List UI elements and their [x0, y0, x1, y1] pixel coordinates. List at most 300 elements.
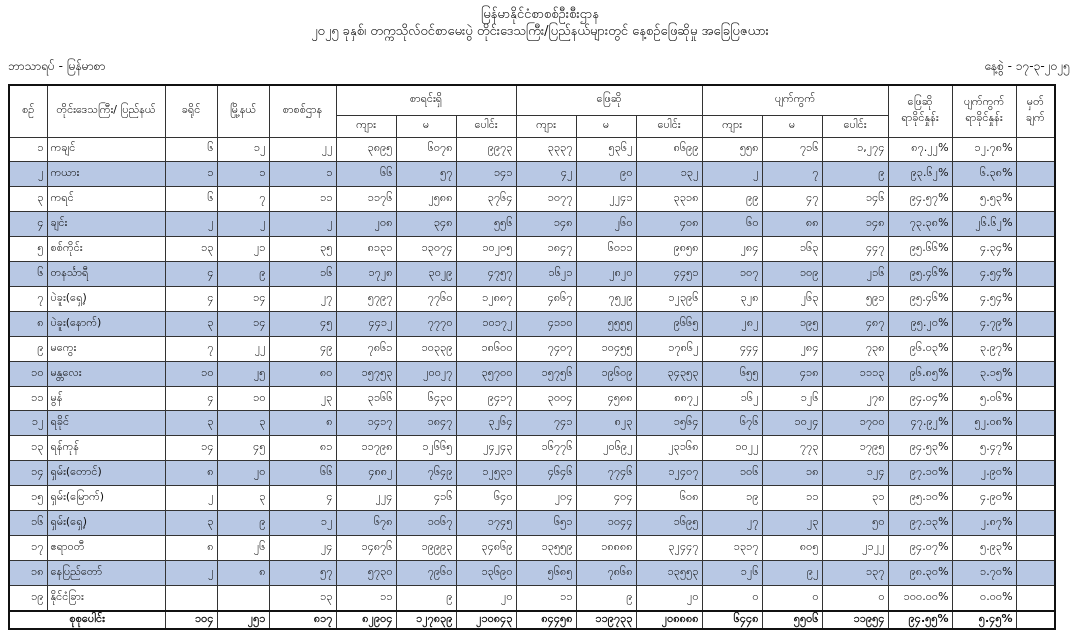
- cell: ၁,၂၇၄: [822, 137, 888, 162]
- cell: ၃.၁၅%: [952, 361, 1016, 386]
- cell: ၄: [165, 286, 217, 311]
- cell: ၄၁၁၀: [516, 311, 576, 336]
- region-name-cell: ပဲခူး(ရှေ့): [47, 286, 165, 311]
- cell: ၁၀၄၄: [576, 511, 636, 536]
- cell: ၂.၈၇%: [952, 511, 1016, 536]
- table-row: [9, 411, 1055, 436]
- cell: ၂၁: [217, 237, 269, 262]
- cell: ၁၂: [269, 511, 336, 536]
- region-name-cell: တနင်္သာရီ: [47, 262, 165, 287]
- cell: ၁၀၆: [702, 461, 762, 486]
- cell: ၃: [165, 311, 217, 336]
- cell: ၁၇၄၅: [456, 511, 516, 536]
- col-district: ခရိုင်: [165, 85, 217, 137]
- cell: [1016, 286, 1055, 311]
- cell: ၇၁၆: [762, 137, 822, 162]
- cell: ၂၀၀၂၇: [396, 361, 456, 386]
- cell: ၉: [576, 585, 636, 611]
- cell: ၇၆၄၉: [396, 461, 456, 486]
- cell: ၁၂: [217, 137, 269, 162]
- cell: ၃၂၆၄: [456, 411, 516, 436]
- cell: ၃: [217, 411, 269, 436]
- cell: [1016, 361, 1055, 386]
- cell: ၆၄၃၀: [396, 386, 456, 411]
- cell: ၂၈၂: [702, 311, 762, 336]
- cell: ၁၀၃၃၉: [396, 336, 456, 361]
- cell: ၄.၇၉%: [952, 311, 1016, 336]
- cell: ၁၇၈၆၂: [636, 336, 702, 361]
- cell: ၁၄: [217, 286, 269, 311]
- cell: ၂၈၄: [762, 336, 822, 361]
- table-row: [9, 486, 1055, 511]
- cell: ၂၈၂၀: [576, 262, 636, 287]
- cell: ၉၅.၄၆%: [888, 262, 952, 287]
- cell: ၂: [165, 560, 217, 585]
- cell: ၁၁: [516, 585, 576, 611]
- cell: ၉၈၅၈: [636, 237, 702, 262]
- cell: ၉၆၆၅: [636, 311, 702, 336]
- cell: ၉: [217, 511, 269, 536]
- cell: ၉: [822, 162, 888, 187]
- region-name-cell: ရှမ်း(ရှေ့): [47, 511, 165, 536]
- cell: ၅၅၅၅: [576, 311, 636, 336]
- cell: ၁၁၁၃: [822, 361, 888, 386]
- cell: ၉၇.၁၀%: [888, 461, 952, 486]
- cell: ၁၂၅၃၁: [456, 461, 516, 486]
- col-region: တိုင်းဒေသကြီး/ ပြည်နယ်: [47, 85, 165, 137]
- cell: ၉: [396, 585, 456, 611]
- col-abs-total: ပေါင်း: [822, 115, 888, 137]
- region-name-cell: စစ်ကိုင်း: [47, 237, 165, 262]
- cell: ၃၅: [269, 237, 336, 262]
- cell: ၂၇: [702, 511, 762, 536]
- cell: ၂၃: [762, 511, 822, 536]
- cell: ၈၈: [762, 212, 822, 237]
- row-number-cell: ၇: [9, 286, 47, 311]
- page-header: [0, 0, 1080, 40]
- cell: ၈: [217, 560, 269, 585]
- cell: ၇၇၇၀: [396, 311, 456, 336]
- cell: ၁၃၆၉၀: [456, 560, 516, 585]
- cell: ၂၁၀၈၄၃: [456, 611, 516, 629]
- cell: ၁၆၂၁: [516, 262, 576, 287]
- cell: ၉၆.၀၃%: [888, 336, 952, 361]
- cell: ၂၀၄: [516, 486, 576, 511]
- cell: ၉၀: [576, 162, 636, 187]
- cell: ၄၈၈၂: [336, 461, 396, 486]
- cell: ၃: [217, 486, 269, 511]
- cell: ၇၄၀၇: [516, 336, 576, 361]
- cell: ၁၃၇: [822, 560, 888, 585]
- cell: ၆၀: [702, 212, 762, 237]
- cell: ၁၀၂၄: [762, 411, 822, 436]
- cell: ၁၁: [762, 486, 822, 511]
- cell: ၀: [822, 585, 888, 611]
- cell: ၅၀: [822, 511, 888, 536]
- row-number-cell: ၁၃: [9, 436, 47, 461]
- cell: ၉၉: [702, 187, 762, 212]
- cell: ၉၅.၁၀%: [888, 486, 952, 511]
- cell: ၁၃၀၇၄: [396, 237, 456, 262]
- cell: ၂.၉၀%: [952, 461, 1016, 486]
- cell: ၅၇၃၀: [336, 560, 396, 585]
- cell: ၈: [165, 536, 217, 561]
- cell: [165, 585, 217, 611]
- col-reg-female: မ: [396, 115, 456, 137]
- region-name-cell: မွန်: [47, 386, 165, 411]
- col-attend-pct: ဖြေဆို ရာခိုင်နှုန်း: [888, 85, 952, 137]
- region-name-cell: ကရင်: [47, 187, 165, 212]
- cell: ၆၀၈: [636, 486, 702, 511]
- cell: [1016, 237, 1055, 262]
- cell: ၃၇၆၄: [456, 187, 516, 212]
- cell: ၇: [165, 336, 217, 361]
- row-number-cell: ၁၂: [9, 411, 47, 436]
- cell: ၁၀၂၂: [702, 436, 762, 461]
- cell: ၈၁၇: [269, 611, 336, 629]
- row-number-cell: ၈: [9, 311, 47, 336]
- cell: ၁၂၆: [762, 386, 822, 411]
- cell: ၄၀၄: [576, 486, 636, 511]
- row-number-cell: ၁: [9, 137, 47, 162]
- cell: [217, 585, 269, 611]
- cell: ၂: [702, 162, 762, 187]
- cell: ၁၂၃၉၆: [636, 286, 702, 311]
- cell: ၅.၄၇%: [952, 436, 1016, 461]
- subject-label: ဘာသာရပ် - မြန်မာစာ: [8, 59, 106, 73]
- region-name-cell: မန္တလေး: [47, 361, 165, 386]
- cell: ၁၄: [165, 436, 217, 461]
- cell: ၈: [269, 411, 336, 436]
- cell: ၁၀၄၅၅: [576, 336, 636, 361]
- cell: ၁၈၆၀၀: [456, 336, 516, 361]
- table-row: [9, 585, 1055, 611]
- cell: ၁၃၂: [636, 162, 702, 187]
- row-number-cell: ၅: [9, 237, 47, 262]
- col-absent: ပျက်ကွက်: [702, 85, 888, 115]
- totals-row: [9, 611, 1055, 629]
- cell: ၂: [269, 212, 336, 237]
- table-row: [9, 336, 1055, 361]
- row-number-cell: ၁၉: [9, 585, 47, 611]
- cell: ၂၆: [217, 536, 269, 561]
- cell: ၉၆.၈၅%: [888, 361, 952, 386]
- cell: [1016, 611, 1055, 629]
- cell: ၁၄၆: [822, 187, 888, 212]
- cell: ၆၄၄၈: [702, 611, 762, 629]
- cell: ၈၇.၂၂%: [888, 137, 952, 162]
- col-township: မြို့နယ်: [217, 85, 269, 137]
- row-number-cell: ၁၈: [9, 560, 47, 585]
- cell: ၅.၉၃%: [952, 536, 1016, 561]
- cell: ၇၉၆၀: [396, 560, 456, 585]
- table-row: [9, 311, 1055, 336]
- cell: ၃၁၆၆: [336, 386, 396, 411]
- cell: ၄၈၆၇: [516, 286, 576, 311]
- col-reg-total: ပေါင်း: [456, 115, 516, 137]
- cell: ၄.၉၀%: [952, 486, 1016, 511]
- cell: ၁၁: [269, 187, 336, 212]
- cell: ၄.၅၄%: [952, 286, 1016, 311]
- report-date: နေ့စွဲ - ၁၇-၃-၂၀၂၅: [984, 59, 1070, 73]
- cell: ၆၅၅: [702, 361, 762, 386]
- cell: ၉၈.၃၀%: [888, 560, 952, 585]
- cell: ၁၄၈: [516, 212, 576, 237]
- table-row: [9, 511, 1055, 536]
- cell: ၉၄.၀၇%: [888, 536, 952, 561]
- region-name-cell: နေပြည်တော်: [47, 560, 165, 585]
- cell: ၁၄၁၇: [336, 411, 396, 436]
- cell: ၈၁၃၁: [336, 237, 396, 262]
- region-name-cell: ရခိုင်: [47, 411, 165, 436]
- cell: ၁: [165, 162, 217, 187]
- cell: ၇၄၁: [516, 411, 576, 436]
- cell: ၉၄.၅၇%: [888, 187, 952, 212]
- cell: ၆၄၀: [456, 486, 516, 511]
- cell: ၂၆၀: [576, 212, 636, 237]
- cell: ၆: [165, 187, 217, 212]
- cell: ၂: [165, 212, 217, 237]
- cell: [1016, 436, 1055, 461]
- cell: ၇၈၆၁: [336, 336, 396, 361]
- cell: ၈၀၅: [762, 536, 822, 561]
- cell: ၅၅၈: [702, 137, 762, 162]
- cell: ၆.၃၈%: [952, 162, 1016, 187]
- table-row: [9, 212, 1055, 237]
- cell: ၇၇၆၀: [396, 286, 456, 311]
- cell: ၁၁၇၆: [336, 187, 396, 212]
- cell: ၁၅၇၅၆: [516, 361, 576, 386]
- cell: ၁၅၆၄: [636, 411, 702, 436]
- cell: ၁၆၉၅: [636, 511, 702, 536]
- col-remark: မှတ် ချက်: [1016, 85, 1055, 137]
- table-row: [9, 560, 1055, 585]
- cell: ၁၆၇၇၆: [516, 436, 576, 461]
- cell: ၉၂: [762, 560, 822, 585]
- cell: ၂၀: [456, 585, 516, 611]
- cell: ၄: [165, 386, 217, 411]
- cell: ၁၁: [336, 585, 396, 611]
- subheader-row: [8, 58, 1070, 76]
- cell: ၁၂၈၈၇: [456, 286, 516, 311]
- cell: ၉၄၁၇: [456, 386, 516, 411]
- cell: ၄၆၄၆: [516, 461, 576, 486]
- cell: ၃၅၇၀၀: [456, 361, 516, 386]
- cell: ၃၄၃၅၃: [636, 361, 702, 386]
- cell: ၅၆၈၅: [516, 560, 576, 585]
- region-name-cell: ရှမ်း(တောင်): [47, 461, 165, 486]
- cell: ၆၇၈: [336, 511, 396, 536]
- cell: ၇၈၆၈: [576, 560, 636, 585]
- cell: ၂၂: [269, 137, 336, 162]
- cell: ၉: [217, 262, 269, 287]
- cell: ၄၅၈၈: [576, 386, 636, 411]
- cell: ၁၉: [702, 486, 762, 511]
- col-no: စဉ်: [9, 85, 47, 137]
- row-number-cell: ၄: [9, 212, 47, 237]
- table-row: [9, 162, 1055, 187]
- col-abs-male: ကျား: [702, 115, 762, 137]
- region-name-cell: ဧရာဝတီ: [47, 536, 165, 561]
- cell: ၈၄၄၅၈: [516, 611, 576, 629]
- cell: ၉၇.၁၃%: [888, 511, 952, 536]
- cell: [1016, 411, 1055, 436]
- cell: ၅၇: [269, 560, 336, 585]
- table-row: [9, 286, 1055, 311]
- cell: ၉၃.၆၂%: [888, 162, 952, 187]
- cell: ၁၇၀၀: [822, 411, 888, 436]
- col-att-female: မ: [576, 115, 636, 137]
- cell: ၄: [165, 262, 217, 287]
- cell: ၂၇: [269, 286, 336, 311]
- cell: ၉၅.၄၆%: [888, 286, 952, 311]
- col-center: စာစစ်ဌာန: [269, 85, 336, 137]
- cell: ၂၂: [217, 336, 269, 361]
- cell: ၇: [217, 187, 269, 212]
- cell: ၁၉၉၉၃: [396, 536, 456, 561]
- cell: ၈၀: [269, 361, 336, 386]
- cell: ၃၈၉၅: [336, 137, 396, 162]
- cell: ၆၆: [336, 162, 396, 187]
- org-title: မြန်မာနိုင်ငံစာစစ်ဦးစီးဌာန: [481, 7, 599, 22]
- cell: ၂၇၈: [822, 386, 888, 411]
- cell: ၂၀၈၈၈၈: [636, 611, 702, 629]
- col-att-male: ကျား: [516, 115, 576, 137]
- cell: ၃၂၈: [702, 286, 762, 311]
- cell: ၁၄: [217, 311, 269, 336]
- cell: [1016, 536, 1055, 561]
- cell: ၁၀၄: [165, 611, 217, 629]
- cell: ၆၇၆: [702, 411, 762, 436]
- cell: ၁၄၈: [822, 212, 888, 237]
- cell: ၂၀: [217, 461, 269, 486]
- cell: ၁၀၆၇: [396, 511, 456, 536]
- table-row: [9, 187, 1055, 212]
- cell: ၆၅၁: [516, 511, 576, 536]
- table-row: [9, 436, 1055, 461]
- cell: ၁၀၁၇၂: [456, 311, 516, 336]
- region-name-cell: မကွေး: [47, 336, 165, 361]
- cell: ၁၈: [762, 461, 822, 486]
- cell: ၂၀: [636, 585, 702, 611]
- cell: ၇၃၈: [822, 336, 888, 361]
- cell: ၁: [217, 162, 269, 187]
- cell: ၄၄၄: [702, 336, 762, 361]
- cell: [1016, 137, 1055, 162]
- cell: [1016, 187, 1055, 212]
- cell: ၅.၀၆%: [952, 386, 1016, 411]
- cell: ၄၇: [762, 187, 822, 212]
- cell: ၁: [269, 162, 336, 187]
- cell: ၇၇၄၆: [576, 461, 636, 486]
- cell: ၄၇.၉၂%: [888, 411, 952, 436]
- cell: ၁၆: [269, 262, 336, 287]
- cell: ၁၃၅၅၃: [636, 560, 702, 585]
- cell: ၄: [269, 486, 336, 511]
- cell: ၁၀၇: [702, 262, 762, 287]
- cell: ၆၆: [269, 461, 336, 486]
- cell: ၉၅.၆၆%: [888, 237, 952, 262]
- cell: ၄၈၇: [822, 311, 888, 336]
- region-name-cell: ချင်း: [47, 212, 165, 237]
- cell: ၁၂.၇၈%: [952, 137, 1016, 162]
- row-number-cell: ၂: [9, 162, 47, 187]
- row-number-cell: ၃: [9, 187, 47, 212]
- cell: ၁၄၈၇၆: [336, 536, 396, 561]
- col-attended: ဖြေဆို: [516, 85, 702, 115]
- row-number-cell: ၁၁: [9, 386, 47, 411]
- cell: ၁၀: [165, 361, 217, 386]
- cell: ၁၃: [165, 237, 217, 262]
- cell: ၉၄.၅၅%: [888, 611, 952, 629]
- cell: ၈၆၉၉: [636, 137, 702, 162]
- row-number-cell: ၁၅: [9, 486, 47, 511]
- row-number-cell: ၁၆: [9, 511, 47, 536]
- cell: ၁၆၂: [702, 386, 762, 411]
- cell: [1016, 461, 1055, 486]
- cell: ၆၀၇၈: [396, 137, 456, 162]
- cell: ၈: [165, 461, 217, 486]
- cell: ၁၈၈၈၈: [576, 536, 636, 561]
- table-row: [9, 361, 1055, 386]
- cell: [1016, 212, 1055, 237]
- cell: ၉၄.၅၃%: [888, 436, 952, 461]
- cell: ၁၇၂၈: [336, 262, 396, 287]
- cell: ၇: [762, 162, 822, 187]
- cell: ၁၀၉: [762, 262, 822, 287]
- table-row: [9, 262, 1055, 287]
- cell: ၂၂၄၁: [576, 187, 636, 212]
- table-row: [9, 461, 1055, 486]
- cell: ၁၃၁၇: [702, 536, 762, 561]
- cell: ၄၅: [217, 436, 269, 461]
- cell: ၀: [762, 585, 822, 611]
- cell: [1016, 311, 1055, 336]
- cell: ၁၇၉၅: [822, 436, 888, 461]
- cell: ၂၁၂၂: [822, 536, 888, 561]
- cell: [1016, 560, 1055, 585]
- cell: ၄.၃၄%: [952, 237, 1016, 262]
- col-reg-male: ကျား: [336, 115, 396, 137]
- cell: ၂: [165, 486, 217, 511]
- cell: ၁၂၇၈၃၉: [396, 611, 456, 629]
- cell: ၂: [217, 212, 269, 237]
- cell: ၄၉: [269, 336, 336, 361]
- cell: ၁၀၇၇: [516, 187, 576, 212]
- table-row: [9, 137, 1055, 162]
- cell: ၁၆၃: [762, 237, 822, 262]
- cell: ၁၈၄၇: [396, 411, 456, 436]
- cell: ၅၅၆: [456, 212, 516, 237]
- cell: ၉၅.၂၀%: [888, 311, 952, 336]
- region-name-cell: ပဲခူး(နောက်): [47, 311, 165, 336]
- row-number-cell: ၆: [9, 262, 47, 287]
- cell: ၂၅: [217, 361, 269, 386]
- region-name-cell: ကချင်: [47, 137, 165, 162]
- cell: ၅၇: [396, 162, 456, 187]
- row-number-cell: ၁၄: [9, 461, 47, 486]
- cell: [1016, 486, 1055, 511]
- cell: ၂၆.၆၂%: [952, 212, 1016, 237]
- cell: ၀.၀၀%: [952, 585, 1016, 611]
- cell: ၇၇၃: [762, 436, 822, 461]
- cell: ၂၀၆၉၂: [576, 436, 636, 461]
- cell: ၄၇၅၇: [456, 262, 516, 287]
- cell: ၅၇၉၇: [336, 286, 396, 311]
- cell: ၁၂၆: [702, 560, 762, 585]
- cell: ၃၃၃၇: [516, 137, 576, 162]
- cell: ၇၃.၃၈%: [888, 212, 952, 237]
